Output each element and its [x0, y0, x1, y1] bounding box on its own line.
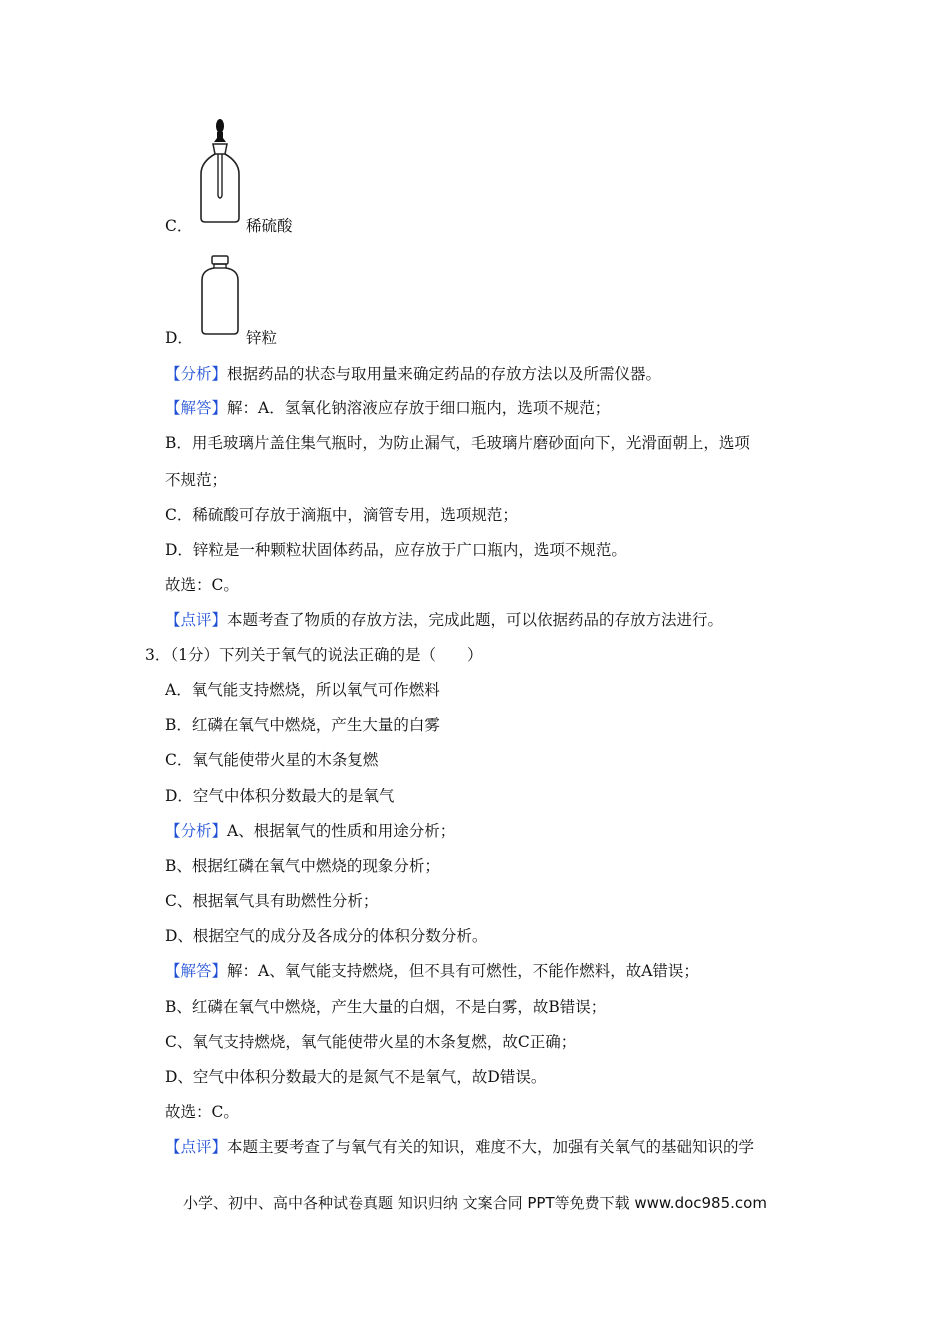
q3-analysis-b: B、根据红磷在氧气中燃烧的现象分析；	[165, 857, 440, 875]
analysis-a: A、根据氧气的性质和用途分析；	[227, 822, 456, 840]
q2-answer-b-2: 不规范；	[165, 471, 228, 489]
q3-answer-d: D、空气中体积分数最大的是氮气不是氧气，故D错误。	[165, 1068, 547, 1086]
comment-text: 本题考查了物质的存放方法，完成此题，可以依据药品的存放方法进行。	[227, 611, 724, 629]
answer-tag: 【解答】	[165, 399, 228, 417]
q2-answer-d: D．锌粒是一种颗粒状固体药品，应存放于广口瓶内，选项不规范。	[165, 541, 627, 559]
q3-analysis-c: C、根据氧气具有助燃性分析；	[165, 892, 379, 910]
option-d-label: 锌粒	[246, 329, 278, 347]
q3-analysis-d: D、根据空气的成分及各成分的体积分数分析。	[165, 927, 488, 945]
q3-choice: 故选：C。	[165, 1103, 239, 1121]
q3-option-d: D．空气中体积分数最大的是氧气	[165, 787, 395, 805]
q3-answer	[165, 961, 699, 981]
q2-choice: 故选：C。	[165, 576, 239, 594]
analysis-tag: 【分析】	[165, 365, 228, 383]
dropper-bottle-icon	[196, 118, 244, 224]
q3-option-c: C．氧气能使带火星的木条复燃	[165, 751, 379, 769]
page-footer: 小学、初中、高中各种试卷真题 知识归纳 文案合同 PPT等免费下载 www.doc985.com	[183, 1194, 767, 1212]
answer-tag: 【解答】	[165, 962, 228, 980]
comment-text: 本题主要考查了与氧气有关的知识，难度不大，加强有关氧气的基础知识的学	[227, 1138, 755, 1156]
q3-analysis	[165, 821, 455, 841]
q3-answer-c: C、氧气支持燃烧，氧气能使带火星的木条复燃，故C正确；	[165, 1033, 577, 1051]
q3-comment	[165, 1137, 754, 1157]
q3-stem: 3．（1分）下列关于氧气的说法正确的是（ ）	[145, 646, 483, 664]
wide-mouth-bottle-icon	[196, 254, 244, 336]
answer-a: 解：A、氧气能支持燃烧，但不具有可燃性，不能作燃料，故A错误；	[227, 962, 699, 980]
q3-option-a: A．氧气能支持燃烧，所以氧气可作燃料	[165, 681, 440, 699]
answer-text: 解：A．氢氧化钠溶液应存放于细口瓶内，选项不规范；	[227, 399, 611, 417]
q2-answer-c: C．稀硫酸可存放于滴瓶中，滴管专用，选项规范；	[165, 506, 518, 524]
q2-analysis	[165, 364, 661, 384]
q3-answer-b: B、红磷在氧气中燃烧，产生大量的白烟，不是白雾，故B错误；	[165, 998, 607, 1016]
analysis-tag: 【分析】	[165, 822, 228, 840]
analysis-text: 根据药品的状态与取用量来确定药品的存放方法以及所需仪器。	[227, 365, 662, 383]
option-c-letter: C．	[165, 217, 193, 235]
q2-answer	[165, 398, 610, 418]
option-d-letter: D．	[165, 329, 193, 347]
q3-option-b: B．红磷在氧气中燃烧，产生大量的白雾	[165, 716, 440, 734]
comment-tag: 【点评】	[165, 1138, 228, 1156]
q2-comment	[165, 610, 723, 630]
q2-answer-b-1: B．用毛玻璃片盖住集气瓶时，为防止漏气，毛玻璃片磨砂面向下，光滑面朝上，选项	[165, 434, 750, 452]
comment-tag: 【点评】	[165, 611, 228, 629]
option-c-label: 稀硫酸	[246, 217, 293, 235]
